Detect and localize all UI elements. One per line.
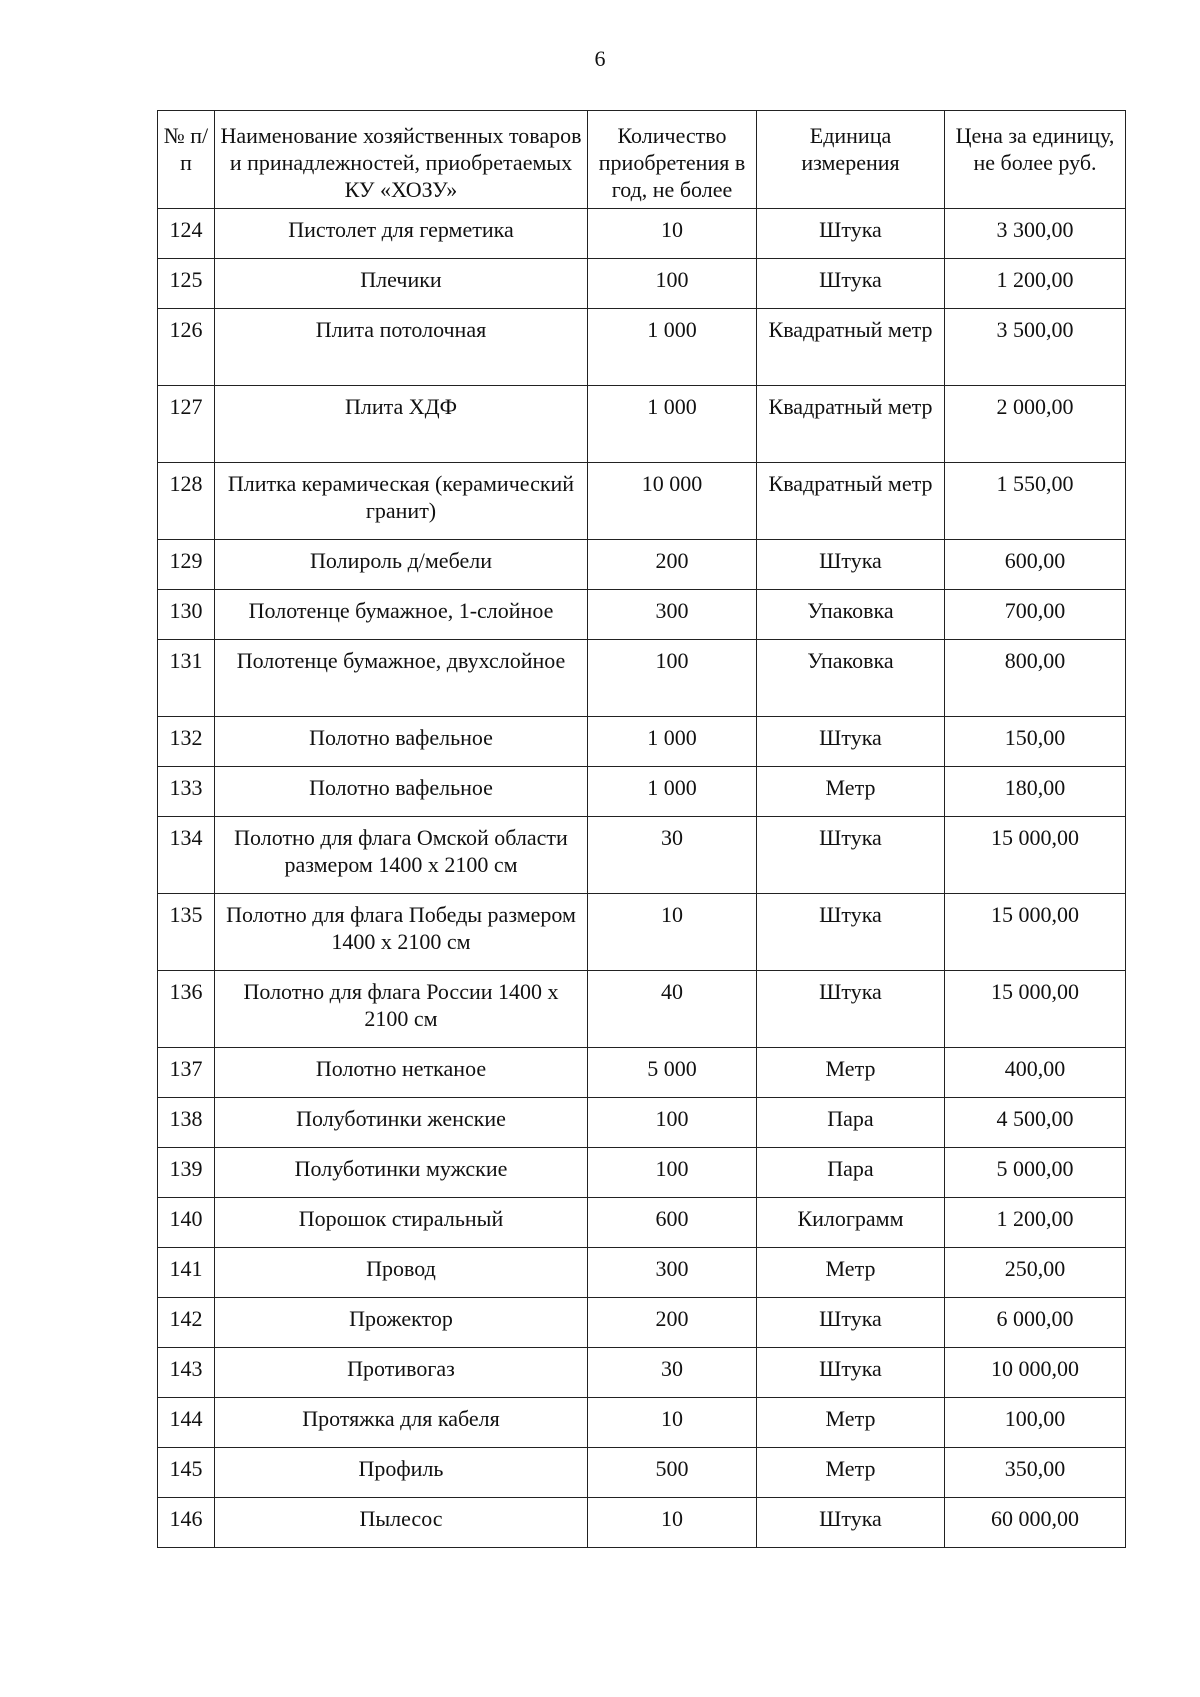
header-qty: Количество приобретения в год, не более [588, 111, 757, 209]
cell-price: 150,00 [945, 717, 1126, 767]
cell-num: 138 [158, 1098, 215, 1148]
cell-price: 10 000,00 [945, 1348, 1126, 1398]
cell-name: Полотно вафельное [215, 717, 588, 767]
cell-qty: 200 [588, 540, 757, 590]
cell-num: 144 [158, 1398, 215, 1448]
cell-qty: 200 [588, 1298, 757, 1348]
cell-unit: Штука [757, 540, 945, 590]
cell-num: 127 [158, 386, 215, 463]
header-num: № п/п [158, 111, 215, 209]
goods-price-table [157, 110, 1126, 1548]
table-row [158, 590, 1126, 640]
cell-price: 15 000,00 [945, 817, 1126, 894]
table-row [158, 1198, 1126, 1248]
cell-num: 132 [158, 717, 215, 767]
cell-name: Плита потолочная [215, 309, 588, 386]
table-row [158, 1448, 1126, 1498]
cell-unit: Штука [757, 717, 945, 767]
cell-name: Плитка керамическая (керамический гранит) [215, 463, 588, 540]
cell-num: 131 [158, 640, 215, 717]
cell-price: 800,00 [945, 640, 1126, 717]
cell-qty: 10 [588, 1498, 757, 1548]
cell-num: 141 [158, 1248, 215, 1298]
table-row [158, 540, 1126, 590]
cell-price: 5 000,00 [945, 1148, 1126, 1198]
cell-name: Противогаз [215, 1348, 588, 1398]
cell-qty: 40 [588, 971, 757, 1048]
cell-unit: Штука [757, 894, 945, 971]
cell-qty: 600 [588, 1198, 757, 1248]
cell-price: 1 200,00 [945, 259, 1126, 309]
cell-unit: Квадратный метр [757, 386, 945, 463]
table-row [158, 1098, 1126, 1148]
table-row [158, 1148, 1126, 1198]
cell-qty: 30 [588, 1348, 757, 1398]
cell-unit: Килограмм [757, 1198, 945, 1248]
cell-qty: 100 [588, 1098, 757, 1148]
cell-num: 125 [158, 259, 215, 309]
cell-name: Полироль д/мебели [215, 540, 588, 590]
table-row [158, 309, 1126, 386]
cell-qty: 1 000 [588, 309, 757, 386]
cell-price: 700,00 [945, 590, 1126, 640]
cell-name: Протяжка для кабеля [215, 1398, 588, 1448]
cell-unit: Штука [757, 1348, 945, 1398]
header-unit: Единица измерения [757, 111, 945, 209]
cell-num: 140 [158, 1198, 215, 1248]
cell-price: 2 000,00 [945, 386, 1126, 463]
cell-unit: Штука [757, 259, 945, 309]
table-row [158, 1248, 1126, 1298]
cell-num: 137 [158, 1048, 215, 1098]
table-row [158, 1398, 1126, 1448]
table-row [158, 1048, 1126, 1098]
table-row [158, 817, 1126, 894]
cell-price: 3 500,00 [945, 309, 1126, 386]
cell-price: 6 000,00 [945, 1298, 1126, 1348]
cell-unit: Упаковка [757, 640, 945, 717]
cell-name: Полотно для флага Омской области размером 1400 х 2100 см [215, 817, 588, 894]
cell-qty: 300 [588, 1248, 757, 1298]
cell-num: 142 [158, 1298, 215, 1348]
cell-num: 135 [158, 894, 215, 971]
table-row [158, 209, 1126, 259]
cell-num: 124 [158, 209, 215, 259]
page-number: 6 [594, 46, 606, 71]
cell-num: 136 [158, 971, 215, 1048]
table-row [158, 971, 1126, 1048]
cell-name: Полотенце бумажное, двухслойное [215, 640, 588, 717]
table-row [158, 1498, 1126, 1548]
cell-name: Полотно нетканое [215, 1048, 588, 1098]
table-row [158, 717, 1126, 767]
cell-unit: Квадратный метр [757, 463, 945, 540]
cell-qty: 10 [588, 894, 757, 971]
cell-price: 1 550,00 [945, 463, 1126, 540]
header-row [158, 111, 1126, 209]
cell-name: Профиль [215, 1448, 588, 1498]
cell-unit: Упаковка [757, 590, 945, 640]
cell-price: 60 000,00 [945, 1498, 1126, 1548]
cell-price: 3 300,00 [945, 209, 1126, 259]
cell-unit: Штука [757, 817, 945, 894]
cell-qty: 1 000 [588, 386, 757, 463]
table-row [158, 894, 1126, 971]
cell-unit: Штука [757, 971, 945, 1048]
cell-price: 15 000,00 [945, 971, 1126, 1048]
header-price: Цена за единицу, не более руб. [945, 111, 1126, 209]
cell-name: Порошок стиральный [215, 1198, 588, 1248]
cell-name: Полотно для флага Победы размером 1400 х 2100 см [215, 894, 588, 971]
cell-num: 133 [158, 767, 215, 817]
cell-price: 600,00 [945, 540, 1126, 590]
cell-name: Пистолет для герметика [215, 209, 588, 259]
table-row [158, 1298, 1126, 1348]
cell-unit: Метр [757, 1048, 945, 1098]
cell-num: 145 [158, 1448, 215, 1498]
cell-price: 4 500,00 [945, 1098, 1126, 1148]
cell-num: 143 [158, 1348, 215, 1398]
cell-name: Провод [215, 1248, 588, 1298]
cell-name: Полуботинки женские [215, 1098, 588, 1148]
cell-num: 146 [158, 1498, 215, 1548]
cell-name: Полуботинки мужские [215, 1148, 588, 1198]
cell-qty: 100 [588, 259, 757, 309]
cell-qty: 100 [588, 640, 757, 717]
cell-unit: Штука [757, 1298, 945, 1348]
cell-name: Полотенце бумажное, 1-слойное [215, 590, 588, 640]
cell-qty: 10 [588, 1398, 757, 1448]
cell-qty: 1 000 [588, 767, 757, 817]
cell-price: 1 200,00 [945, 1198, 1126, 1248]
table-row [158, 1348, 1126, 1398]
table-row [158, 259, 1126, 309]
table-header [158, 111, 1126, 209]
cell-unit: Метр [757, 1398, 945, 1448]
cell-unit: Квадратный метр [757, 309, 945, 386]
cell-price: 350,00 [945, 1448, 1126, 1498]
cell-unit: Метр [757, 1248, 945, 1298]
cell-price: 250,00 [945, 1248, 1126, 1298]
cell-qty: 30 [588, 817, 757, 894]
table-row [158, 640, 1126, 717]
cell-unit: Метр [757, 1448, 945, 1498]
cell-name: Пылесос [215, 1498, 588, 1548]
table-row [158, 767, 1126, 817]
cell-price: 15 000,00 [945, 894, 1126, 971]
table-row [158, 463, 1126, 540]
cell-qty: 1 000 [588, 717, 757, 767]
cell-qty: 100 [588, 1148, 757, 1198]
cell-unit: Штука [757, 209, 945, 259]
cell-qty: 300 [588, 590, 757, 640]
cell-qty: 10 000 [588, 463, 757, 540]
cell-price: 400,00 [945, 1048, 1126, 1098]
cell-unit: Штука [757, 1498, 945, 1548]
cell-num: 126 [158, 309, 215, 386]
cell-unit: Пара [757, 1098, 945, 1148]
cell-unit: Пара [757, 1148, 945, 1198]
cell-name: Плита ХДФ [215, 386, 588, 463]
cell-price: 180,00 [945, 767, 1126, 817]
cell-num: 130 [158, 590, 215, 640]
table-row [158, 386, 1126, 463]
cell-price: 100,00 [945, 1398, 1126, 1448]
cell-num: 129 [158, 540, 215, 590]
cell-unit: Метр [757, 767, 945, 817]
table-body [158, 209, 1126, 1548]
cell-num: 128 [158, 463, 215, 540]
cell-name: Полотно вафельное [215, 767, 588, 817]
cell-name: Плечики [215, 259, 588, 309]
cell-qty: 500 [588, 1448, 757, 1498]
header-name: Наименование хозяйственных товаров и принадлежностей, приобретаемых КУ «ХОЗУ» [215, 111, 588, 209]
cell-name: Полотно для флага России 1400 х 2100 см [215, 971, 588, 1048]
cell-num: 139 [158, 1148, 215, 1198]
cell-qty: 10 [588, 209, 757, 259]
cell-qty: 5 000 [588, 1048, 757, 1098]
cell-num: 134 [158, 817, 215, 894]
cell-name: Прожектор [215, 1298, 588, 1348]
